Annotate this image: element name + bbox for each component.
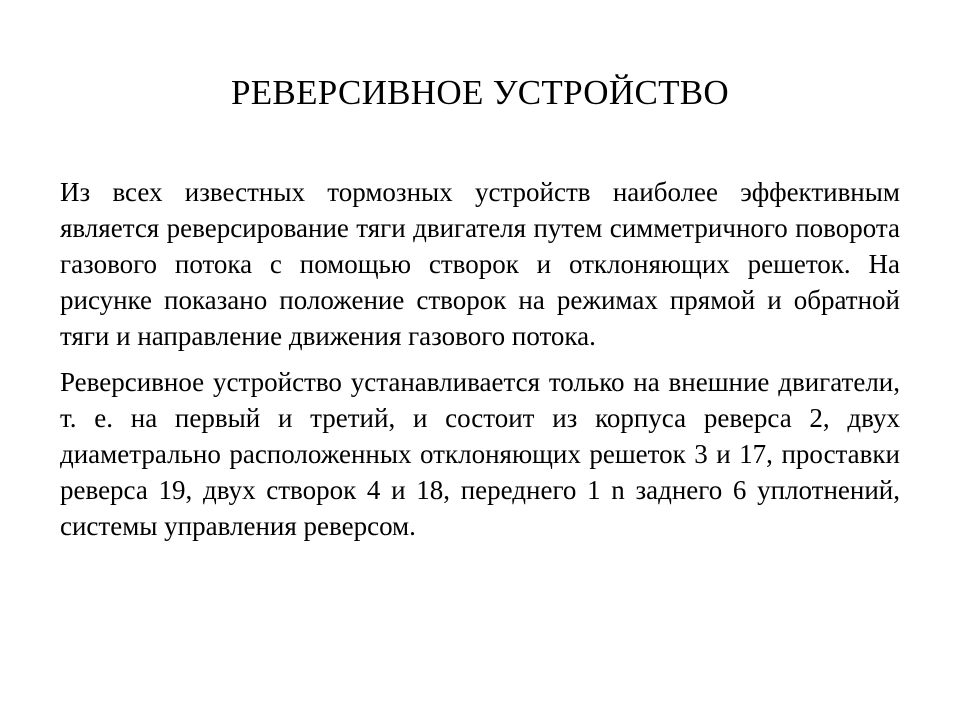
paragraph-1: Из всех известных тормозных устройств наиболее эффективным является реверсирование тяги двигателя путем симметричного поворота газового потока с помощью створок и отклоняющих решеток. На рисунке показано положение створок на режимах прямой и обратной тяги и направление движения газового потока. [60,177,900,351]
slide-body [60,174,900,544]
paragraph-2: Реверсивное устройство устанавливается только на внешние двигатели, т. е. на первый и третий, и состоит из корпуса реверса 2, двух диаметрально расположенных отклоняющих решеток 3 и 17, проставки реверса 19, двух створок 4 и 18, переднего 1 n заднего 6 уплотнений, системы управления реверсом. [60,367,900,541]
slide-title: РЕВЕРСИВНОЕ УСТРОЙСТВО [230,73,729,112]
